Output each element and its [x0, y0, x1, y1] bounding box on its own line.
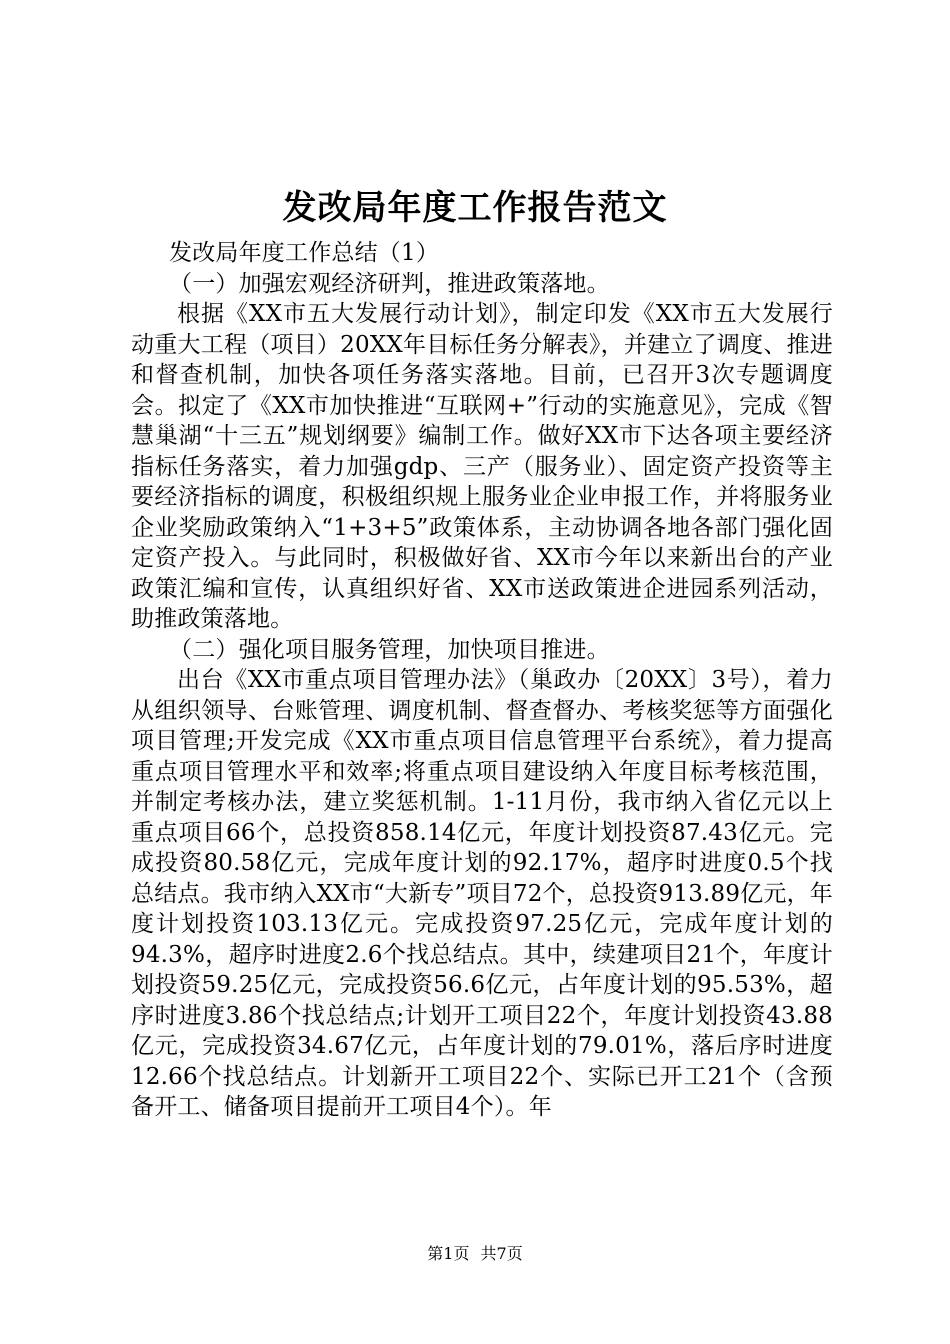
page-total: 共7页	[480, 1244, 523, 1263]
document-body	[131, 238, 833, 1123]
section-heading: 发改局年度工作总结（1）	[169, 240, 440, 266]
document-title: 发改局年度工作报告范文	[282, 188, 668, 228]
body-paragraph: 根据《XX市五大发展行动计划》，制定印发《XX市五大发展行动重大工程（项目）20XX年目标任务分解表》，并建立了调度、推进和督查机制，加快各项任务落实落地。目前，已召开3次专题调度会。拟定了《XX市加快推进“互联网+”行动的实施意见》，完成《智慧巢湖“十三五”规划纲要》编制工作。做好XX市下达各项主要经济指标任务落实，着力加强gdp、三产（服务业）、固定资产投资等主要经济指标的调度，积极组织规上服务业企业申报工作，并将服务业企业奖励政策纳入“1+3+5”政策体系，主动协调各地各部门强化固定资产投入。与此同时，积极做好省、XX市今年以来新出台的产业政策汇编和宣传，认真组织好省、XX市送政策进企进园系列活动，助推政策落地。	[131, 301, 833, 632]
subsection-heading: （一）加强宏观经济研判，推进政策落地。	[169, 270, 610, 297]
body-paragraph: 出台《XX市重点项目管理办法》（巢政办〔20XX〕3号），着力从组织领导、台账管理、调度机制、督查督办、考核奖惩等方面强化项目管理;开发完成《XX市重点项目信息管理平台系统》，着力提高重点项目管理水平和效率;将重点项目建设纳入年度目标考核范围，并制定考核办法，建立奖惩机制。1-11月份，我市纳入省亿元以上重点项目66个，总投资858.14亿元，年度计划投资87.43亿元。完成投资80.58亿元，完成年度计划的92.17%，超序时进度0.5个找总结点。我市纳入XX市“大新专”项目72个，总投资913.89亿元，年度计划投资103.13亿元。完成投资97.25亿元，完成年度计划的94.3%，超序时进度2.6个找总结点。其中，续建项目21个，年度计划投资59.25亿元，完成投资56.6亿元，占年度计划的95.53%，超序时进度3.86个找总结点;计划开工项目22个，年度计划投资43.88亿元，完成投资34.67亿元，占年度计划的79.01%，落后序时进度12.66个找总结点。计划新开工项目22个、实际已开工21个（含预备开工、储备项目提前开工项目4个）。年	[131, 667, 834, 1120]
page-footer	[0, 1244, 950, 1264]
subsection-heading: （二）强化项目服务管理，加快项目推进。	[169, 636, 610, 663]
page-number: 第1页	[427, 1244, 470, 1263]
